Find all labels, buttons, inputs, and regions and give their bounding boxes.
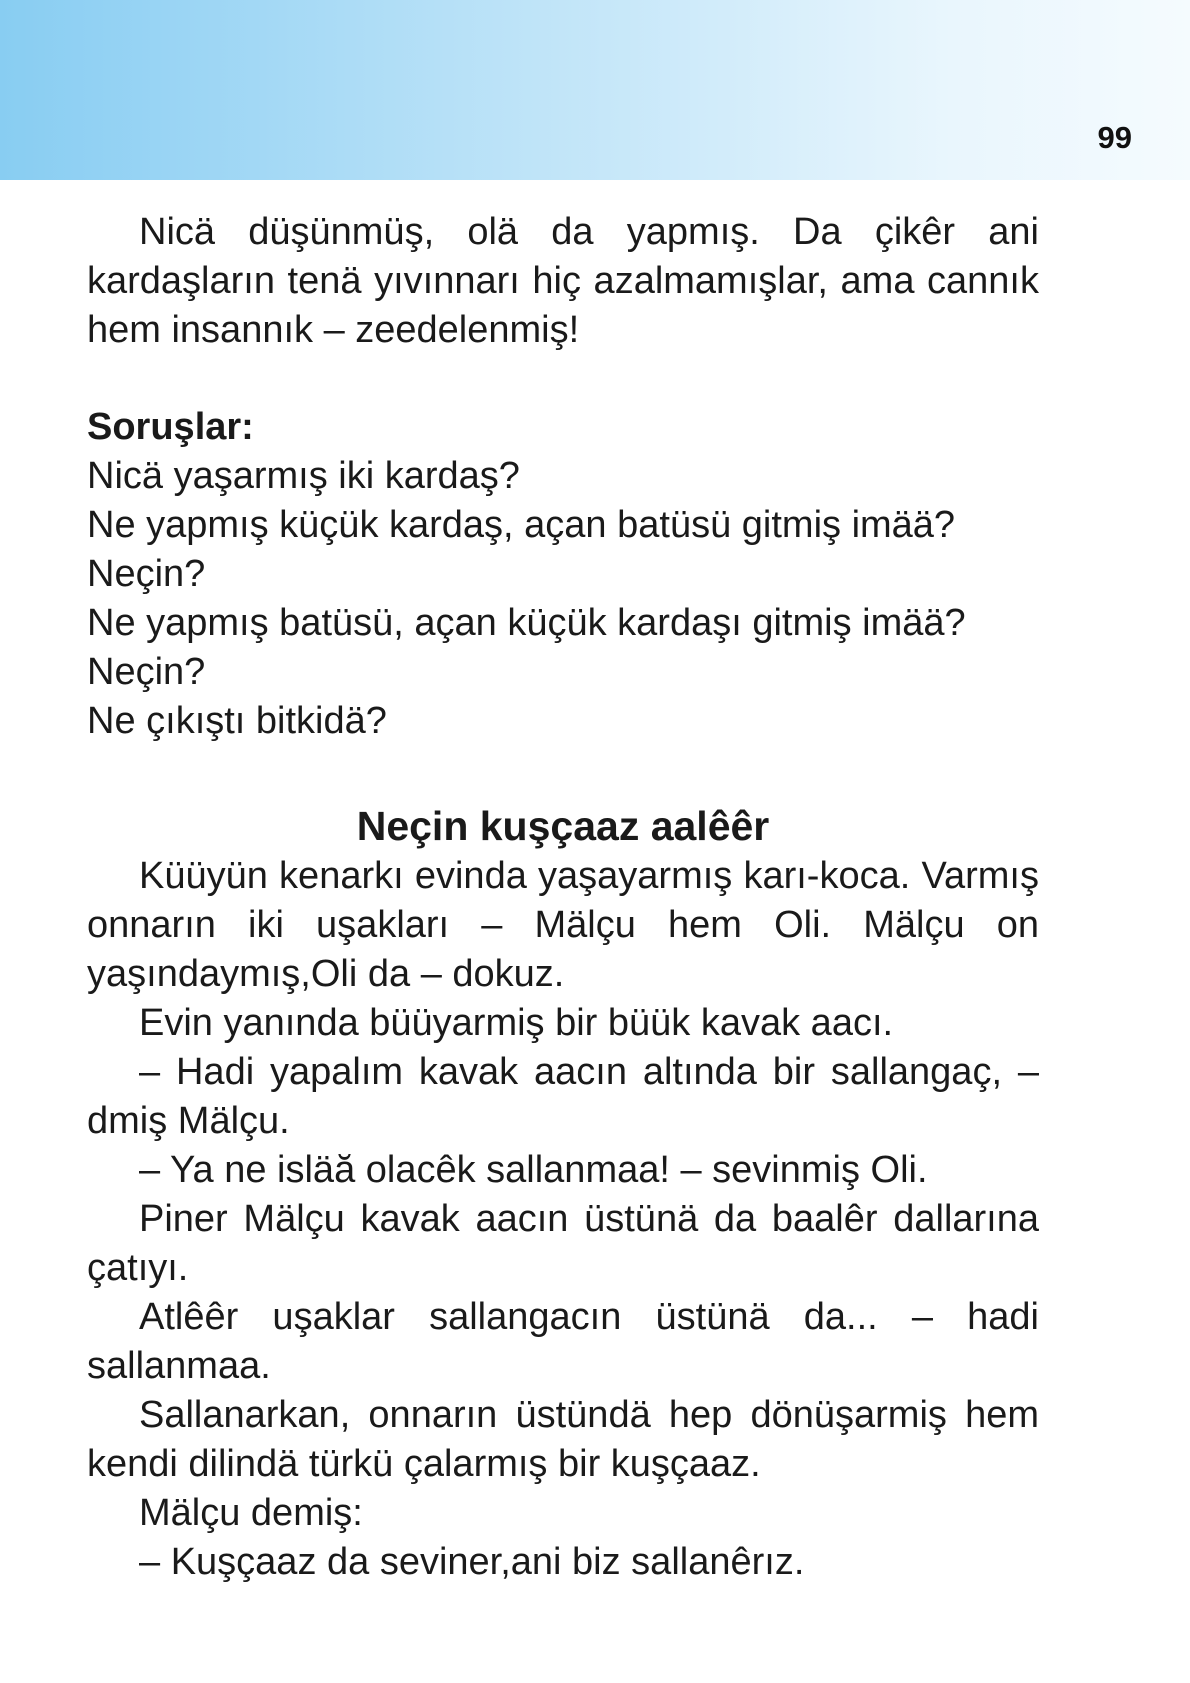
story-paragraph: Mälçu demiş: [139,1492,363,1534]
questions-list [87,452,1039,746]
question-item: Ne yapmış küçük kardaş, açan batüsü gitmiş imää? [87,504,956,546]
story-paragraph: Küüyün kenarkı evinda yaşayarmış karı-koca. Varmış onnarın iki uşakları – Mälçu hem Oli. Mälçu on yaşındaymış,Oli da – dokuz. [87,855,1039,995]
story-body [87,852,1039,1587]
story-paragraph: Atlêêr uşaklar sallangacın üstünä da... – hadi sallanmaa. [87,1296,1039,1387]
question-item: Nicä yaşarmış iki kardaş? [87,455,520,497]
intro-paragraph: Nicä düşünmüş, olä da yapmış. Da çikêr ani kardaşların tenä yıvınnarı hiç azalmamışlar, ama cannık hem insannık – zeedelenmiş! [87,211,1039,351]
question-item: Neçin? [87,651,206,693]
story-paragraph: Piner Mälçu kavak aacın üstünä da baalêr dallarına çatıyı. [87,1198,1039,1289]
questions-heading: Soruşlar: [87,406,254,448]
story-paragraph: Evin yanında büüyarmiş bir büük kavak aacı. [139,1002,894,1044]
page-content [87,208,1039,1587]
page-number: 99 [1097,120,1132,155]
story-title: Neçin kuşçaaz aalêêr [356,803,770,849]
story-paragraph: – Hadi yapalım kavak aacın altında bir sallangaç, – dmiş Mälçu. [87,1051,1039,1142]
header-band [0,0,1190,180]
question-item: Neçin? [87,553,206,595]
question-item: Ne çıkıştı bitkidä? [87,700,387,742]
question-item: Ne yapmış batüsü, açan küçük kardaşı gitmiş imää? [87,602,966,644]
story-paragraph: Sallanarkan, onnarın üstündä hep dönüşarmiş hem kendi dilindä türkü çalarmış bir kuşçaaz. [87,1394,1039,1485]
story-paragraph: – Ya ne isläă olacêk sallanmaa! – sevinmiş Oli. [139,1149,928,1191]
story-paragraph: – Kuşçaaz da seviner,ani biz sallanêrız. [139,1541,805,1583]
